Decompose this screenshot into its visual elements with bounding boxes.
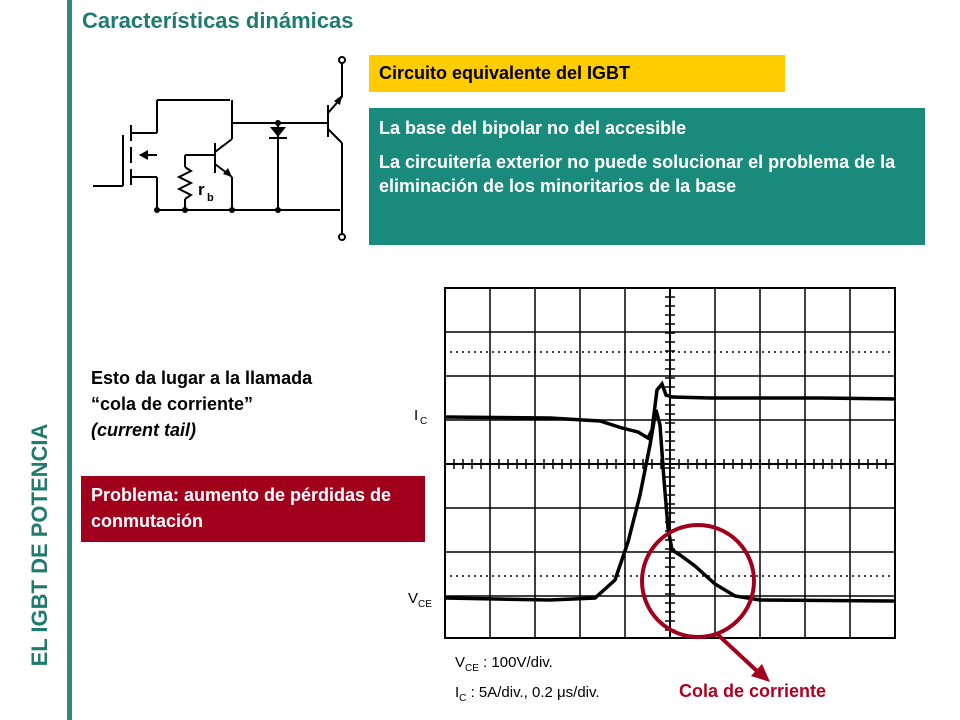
current-tail-annotation: Cola de corriente [679, 681, 827, 701]
tail-highlight-circle [642, 525, 754, 637]
ic-scale-sub: C [459, 693, 467, 704]
vce-scale-prefix: V [455, 654, 466, 671]
resistor-label-sub: b [207, 192, 214, 204]
resistor-label: r [198, 180, 205, 199]
ic-scale-value: : 5A/div., 0.2 μs/div. [466, 684, 600, 701]
side-section-label: EL IGBT DE POTENCIA [27, 423, 52, 667]
problem-box: Problema: aumento de pérdidas de conmutación [81, 476, 425, 542]
vce-scale-value: : 100V/div. [478, 654, 553, 671]
ic-scale-prefix: I [455, 684, 460, 701]
vce-channel-sub: CE [418, 599, 432, 610]
vce-scale [455, 654, 553, 674]
vce-channel-label: V [408, 590, 419, 607]
slide-title: Características dinámicas [82, 8, 354, 33]
info-line-base: La base del bipolar no del accesible [379, 118, 687, 138]
info-box [369, 108, 925, 245]
equivalent-circuit-title: Circuito equivalente del IGBT [369, 55, 785, 92]
ic-channel-sub: C [420, 416, 428, 427]
info-line-circuitry: La circuitería exterior no puede solucionar el problema de la eliminación de los minoritarios de la base [379, 152, 896, 196]
tail-line-1: Esto da lugar a la llamada [91, 368, 313, 388]
ic-channel-label: I [414, 407, 419, 424]
tail-line-2: “cola de corriente” [91, 394, 254, 414]
oscilloscope-display [400, 280, 920, 720]
vce-scale-sub: CE [465, 663, 479, 674]
side-accent-bar [67, 0, 72, 720]
ic-scale [455, 684, 600, 704]
igbt-equivalent-circuit [90, 55, 360, 255]
tail-line-3: (current tail) [91, 420, 197, 440]
current-tail-explanation [91, 365, 312, 443]
